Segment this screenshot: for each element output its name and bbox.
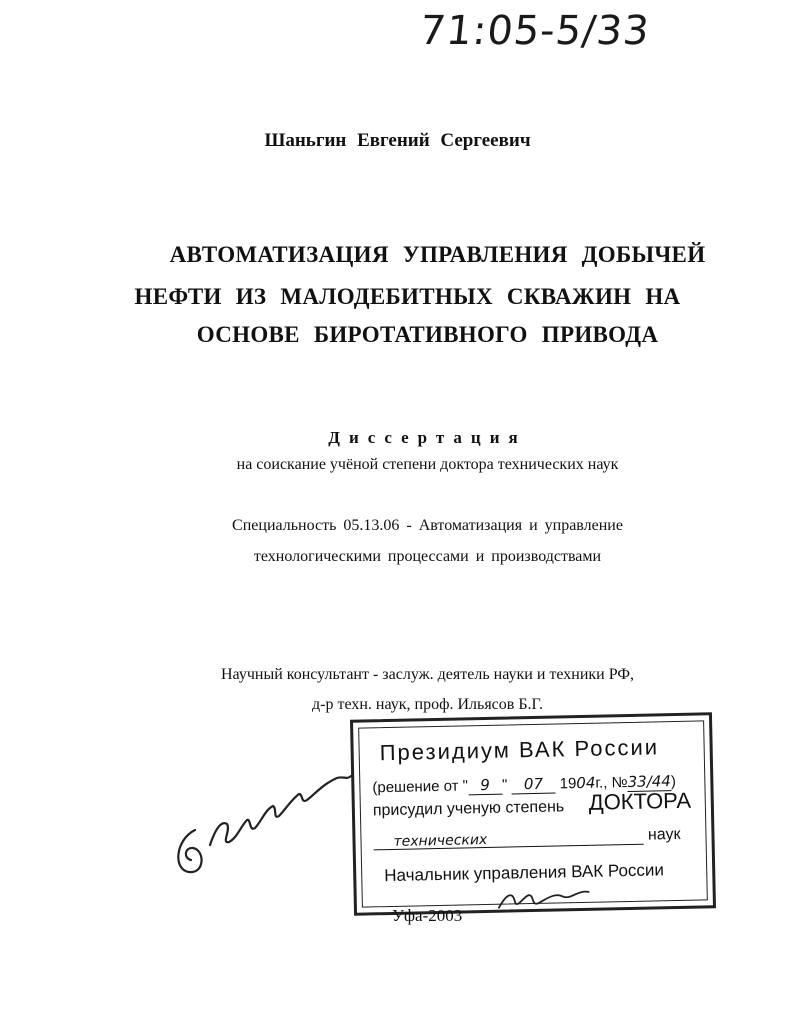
stamp-year-prefix: 19 [559, 775, 577, 793]
stamp-decision-prefix: (решение от " [372, 777, 469, 797]
title-line-2: НЕФТИ ИЗ МАЛОДЕБИТНЫХ СКВАЖИН НА [134, 284, 681, 309]
stamp-day: 9 [468, 776, 502, 796]
margin-signature-icon [165, 760, 365, 880]
stamp-quote: " [501, 776, 508, 794]
title-line-1: АВТОМАТИЗАЦИЯ УПРАВЛЕНИЯ ДОБЫЧЕЙ [169, 242, 706, 267]
degree-line: на соискание учёной степени доктора технических наук [236, 456, 619, 473]
title-line-3: ОСНОВЕ БИРОТАТИВНОГО ПРИВОДА [196, 322, 659, 347]
stamp-number: 33/44 [627, 772, 672, 792]
consultant-line-2: д-р техн. наук, проф. Ильясов Б.Г. [312, 696, 543, 713]
stamp-title: Президиум ВАК России [379, 734, 660, 766]
document-type: Диссертация [328, 428, 527, 447]
city-year: Уфа-2003 [392, 906, 463, 925]
vak-stamp [350, 712, 716, 916]
stamp-head: Начальник управления ВАК России [384, 860, 665, 886]
stamp-month: 07 [511, 775, 555, 795]
stamp-field-underline [373, 828, 643, 851]
stamp-closing: ) [670, 773, 677, 791]
consultant-line-1: Научный консультант - заслуж. деятель науки и техники РФ, [220, 666, 634, 683]
specialty-line-1: Специальность 05.13.06 - Автоматизация и управление [232, 517, 623, 534]
stamp-field-suffix: наук [647, 825, 681, 844]
stamp-field-line [373, 825, 713, 850]
stamp-year-suffix: 04 [576, 773, 596, 793]
specialty-line-2: технологическими процессами и производствами [253, 548, 602, 565]
handwritten-archive-number: 71:05-5/33 [417, 8, 652, 54]
stamp-degree: ДОКТОРА [588, 787, 692, 815]
stamp-field-handwritten: технических [393, 831, 488, 850]
stamp-awarded: присудил ученую степень [372, 798, 565, 820]
author-name: Шаньгин Евгений Сергеевич [264, 130, 531, 151]
stamp-signature-icon [493, 885, 614, 918]
stamp-year-unit: г., № [595, 774, 628, 792]
